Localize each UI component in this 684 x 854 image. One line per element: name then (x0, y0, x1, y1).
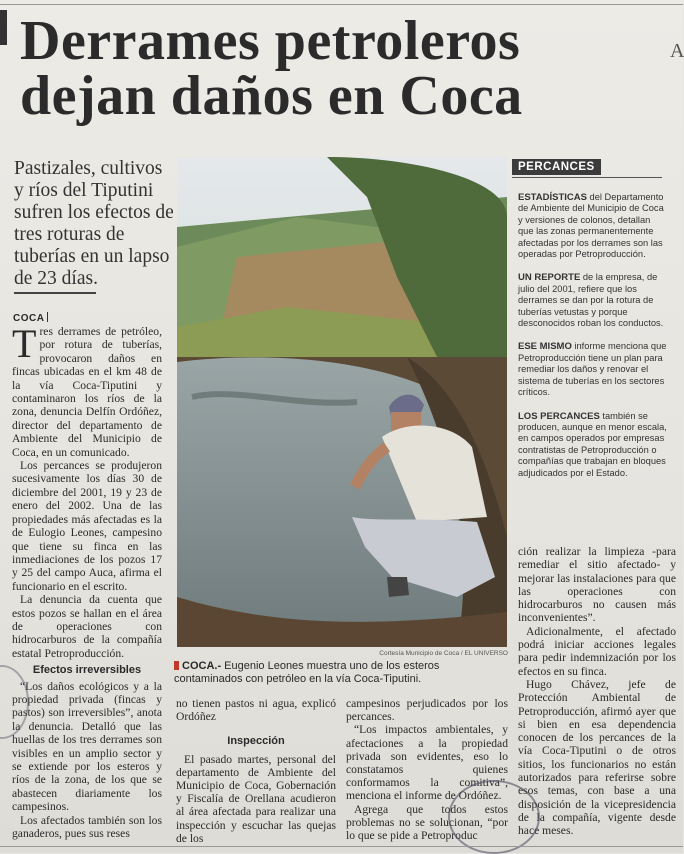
article-paragraph: El pasado martes, personal del departamento de Ambiente del Municipio de Coca, Gobernación y Fiscalía de Orellana acudieron al área afectada para realizar una inspección y escuchar las quejas de los (176, 752, 336, 845)
article-column-4 (518, 545, 676, 838)
sidebar-item (518, 272, 668, 329)
article-column-2 (176, 697, 336, 845)
edge-char: A (670, 40, 684, 62)
photo-caption (174, 660, 510, 686)
sidebar-item (518, 411, 668, 479)
sidebar-item-lead: ESTADÍSTICAS (518, 192, 587, 203)
sidebar-item-lead: UN REPORTE (518, 272, 581, 284)
dateline-bar (47, 312, 48, 322)
sidebar-item-lead: ESE MISMO (518, 341, 572, 353)
sidebar-item-text: del Departamento de Ambiente del Municipio de Coca y versiones de colonos, detallan que las zonas permanentemente afectadas por los derrames son las operadas por Petroproducción. (518, 192, 664, 260)
paragraph-text: res derrames de petróleo, por rotura de tuberías, provocaron daños en fincas ubicadas en el km 48 de la vía Coca-Tiputini y contaminaron los ríos de la zona, denuncia Delfín Ordóñez, director del departamento de Ambiente del Municipio de Coca, en un comunicado. (12, 325, 162, 459)
article-paragraph: Los percances se produjeron sucesivamente los días 30 de diciembre del 2001, 19 y 23 de enero del 2002. Una de las propiedades más afectadas es la de Eulogio Leones, campesino que tiene su finca en las inmediaciones de los pozos 17 y 25 del campo Auca, afirma el funcionario en el escrito. (12, 459, 162, 593)
drop-cap: T (12, 321, 37, 366)
article-paragraph: Agrega que todos estos problemas no se solucionan, “por lo que se pide a Petroproduc (346, 802, 508, 843)
sidebar-label: PERCANCES (512, 159, 601, 175)
sidebar-item (518, 192, 668, 260)
sidebar-item-text: informe menciona que Petroproducción tiene un plan para remediar los daños y renovar el sistema de tuberías en los sectores críticos. (518, 341, 667, 398)
caption-marker (174, 661, 179, 670)
article-paragraph: Adicionalmente, el afectado podrá iniciar acciones legales para pedir indemnización por los efectos en su finca. (518, 624, 676, 678)
caption-lead: COCA.- (182, 660, 222, 672)
sidebar-rule (512, 177, 662, 178)
top-rule (0, 4, 683, 5)
photo-illustration (177, 157, 507, 647)
article-paragraph: Los afectados también son los ganaderos, pues sus reses (12, 813, 162, 841)
article-paragraph: Hugo Chávez, jefe de Protección Ambiental de Petroproducción, afirmó ayer que si bien en esa dependencia conocen de los percances de la vía Coca-Tiputini o de otros sitios, los funcionarios no están autorizados para referirse sobre esos temas, con base a una disposición de la vicepresidencia de la compañía, vigente desde hace meses. (518, 677, 676, 838)
photo-credit: Cortesía Municipio de Coca / EL UNIVERSO (379, 650, 508, 657)
article-paragraph: no tienen pastos ni agua, explicó Ordóñez (176, 697, 336, 724)
article-paragraph: “Los daños ecológicos y a la propiedad privada (fincas y pastos) son irreversibles”, anota la denuncia. Detalló que las huellas de los tres derrames son visibles en un amplio sector y se extiende por los esteros y ríos de la zona, de los que se abastecen diariamente los campesinos. (12, 679, 162, 814)
sidebar-item (518, 341, 668, 398)
article-paragraph: La denuncia da cuenta que estos pozos se hallan en el área de operaciones con hidrocarburos de la compañía estatal Petroproducción. (12, 593, 162, 660)
article-paragraph (12, 321, 162, 459)
subheading: Efectos irreversibles (32, 664, 142, 677)
article-column-1 (12, 321, 162, 841)
caption-text: Eugenio Leones muestra uno de los esteros contaminados con petróleo en la vía Coca-Tiputini. (174, 660, 440, 685)
news-photo (177, 157, 507, 647)
dateline-text: COCA (13, 313, 45, 324)
deck-rule (14, 292, 96, 294)
sidebar-item-text: de la empresa, de julio del 2001, refiere que los derrames se dan por la rotura de tuberías vetustas y porque desconocidos roban los conductos. (518, 272, 664, 329)
sidebar-item-lead: LOS PERCANCES (518, 410, 600, 422)
article-paragraph: ción realizar la limpieza -para remediar el sitio afectado- y mejorar las instalaciones para que las operaciones con hidrocarburos no causen más inconvenientes”. (518, 545, 676, 625)
article-paragraph: “Los impactos ambientales, y afectaciones a la propiedad privada son evidentes, eso lo constatamos quienes conformamos la comitiva”, menciona el informe de Ordóñez. (346, 723, 508, 803)
sidebar-box (512, 157, 672, 542)
sidebar-item-text: también se producen, aunque en menor escala, en campos operados por empresas contratistas de Petroproducción o compañías que trabajan en bloques adjudicados por el Estado. (518, 410, 667, 478)
subheading: Inspección (227, 735, 285, 748)
ink-stamp (448, 780, 540, 854)
bottom-rule (0, 846, 683, 847)
deck-subtitle: Pastizales, cultivos y ríos del Tiputini sufren los efectos de tres roturas de tuberías en un lapso de 23 días. (14, 158, 174, 289)
headline: Derrames petroleros dejan daños en Coca (20, 10, 523, 127)
article-paragraph: campesinos perjudicados por los percances. (346, 697, 508, 724)
left-edge-rule (0, 10, 7, 45)
